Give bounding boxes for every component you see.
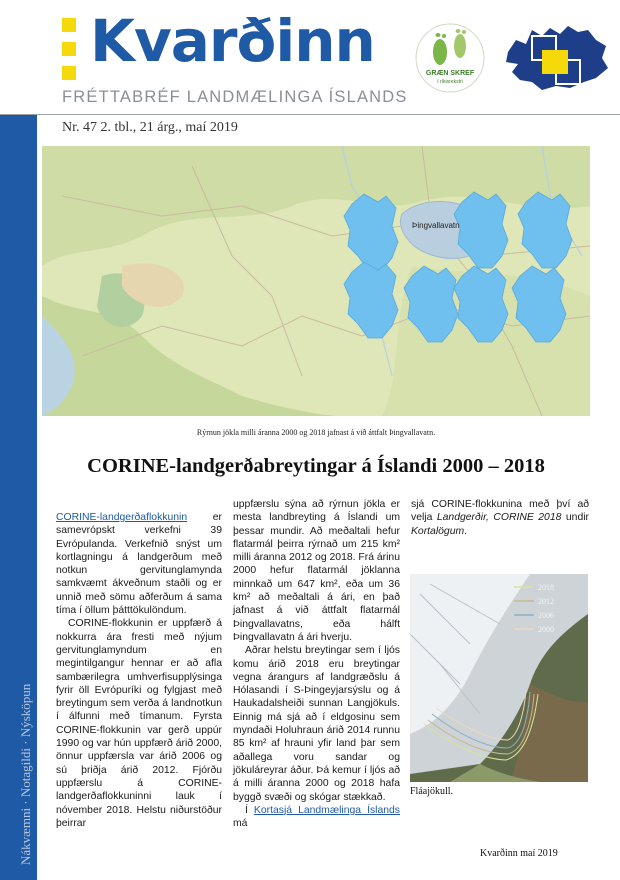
col1-para2: CORINE-flokkunin er uppfærð á nokkurra ára fresti með nýjum gervitunglamyndum en megintilgangur hennar er að afla sambærilegra umhverfisupplýsinga fyrir öll Evrópuríki og fylgjast með breytingum sem verða á landnotkun í álfunni með tímanum. Fyrsta CORINE-flokkunin var gerð uppúr 1990 og var hún uppfærð árið 2000, önnur uppfærsla var árið 2006 og sú þriðja árið 2012. Fjórðu uppfærslu á CORINE-landgerðaflokkuninni lauk í nóvember 2018. Helstu niðurstöður þeirrar bbox=[56, 618, 222, 829]
col2-para3-end: má bbox=[233, 818, 248, 830]
green-steps-subtext: í ríkisrekstri bbox=[437, 79, 463, 85]
col1-para1: er samevrópskt verkefni 39 Evrópulanda. Verkefnið snýst um kortlagningu á landgerðum með notkun gervitunglamynda samkvæmt ákveðnum staðli og er unnið með sömu aðferðum á sama tíma í öllum þátttökulöndum. bbox=[56, 512, 222, 617]
article-column-3 bbox=[411, 498, 589, 558]
iceland-map-logo bbox=[498, 22, 610, 94]
legend-2000: 2000 bbox=[538, 625, 554, 634]
newsletter-title: Kvarðinn bbox=[90, 7, 375, 75]
col2-para1: uppfærslu sýna að rýrnun jökla er mesta landbreyting á Íslandi um þessar mundir. Að meðaltali hefur flatarmál þeirra rýrnað um 215 km² milli áranna 2012 og 2018. Frá árinu 2000 hefur flatarmál jöklanna minnkað um 647 km², eða um 36 km² að meðaltali á ári, en það jafnast á við áttfalt flatarmál Þingvallavatns, eða hálft Þingvallavatn á ári hverju. bbox=[233, 499, 400, 643]
kortasja-link[interactable]: Kortasjá Landmælinga Íslands bbox=[253, 804, 400, 816]
glacier-photo bbox=[410, 574, 588, 782]
col3-text-3: . bbox=[464, 525, 468, 537]
col2-para3-start: Í bbox=[245, 804, 254, 816]
page-footer: Kvarðinn maí 2019 bbox=[480, 848, 558, 859]
article-column-2 bbox=[233, 498, 400, 830]
green-steps-text: GRÆN SKREF bbox=[425, 70, 475, 77]
newsletter-subtitle: FRÉTTABRÉF LANDMÆLINGA ÍSLANDS bbox=[62, 88, 408, 106]
col3-text-1: sjá CORINE-flokkunina með því að velja bbox=[411, 499, 589, 524]
article-headline: CORINE-landgerðabreytingar á Íslandi 2000 – 2018 bbox=[87, 455, 545, 477]
col3-italic-1: Landgerðir, CORINE 2018 bbox=[436, 512, 562, 524]
masthead-rule bbox=[0, 114, 620, 115]
corine-link[interactable]: CORINE-landgerðaflokkunin bbox=[56, 512, 188, 523]
article-column-1 bbox=[56, 511, 222, 829]
col3-text-2: undir bbox=[561, 512, 589, 524]
masthead-logo-mark bbox=[62, 18, 82, 86]
map-lake-label: Þingvallavatn bbox=[412, 221, 460, 230]
col3-italic-2: Kortalögum bbox=[411, 525, 465, 537]
legend-2006: 2006 bbox=[538, 611, 554, 620]
green-steps-logo bbox=[412, 22, 488, 94]
issue-line: Nr. 47 2. tbl., 21 árg., maí 2019 bbox=[62, 120, 238, 135]
legend-2018: 2018 bbox=[538, 583, 554, 592]
side-bar-motto: Nákvæmni · Notagildi · Nýsköpun bbox=[18, 683, 33, 865]
map-caption: Rýrnun jökla milli áranna 2000 og 2018 jafnast á við áttfalt Þingvallavatn. bbox=[196, 428, 436, 437]
photo-caption: Fláajökull. bbox=[410, 786, 454, 797]
map-figure bbox=[42, 146, 590, 416]
legend-2012: 2012 bbox=[538, 597, 554, 606]
col2-para2: Aðrar helstu breytingar sem í ljós komu árið 2018 eru breytingar vegna árangurs af landgræðslu á Hólasandi í S-Þingeyjarsýslu og á Haukadalsheiði sunnan Langjökuls. Einnig má sjá að í eldgosinu sem myndaði Holuhraun árið 2014 runnu 85 km² af hrauni yfir land þar sem aðallega voru sandar og jökuláreyrar áður. Þá kemur í ljós að á milli áranna 2000 og 2018 hafa byggð svæði og skógar stækkað. bbox=[233, 645, 400, 803]
